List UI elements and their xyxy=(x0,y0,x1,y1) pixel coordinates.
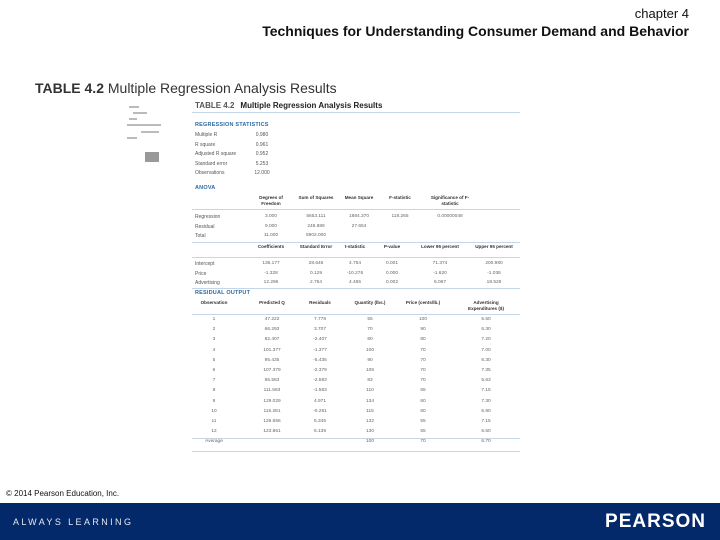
anova-heading: ANOVA xyxy=(195,185,216,191)
residual-cell: -2.407 xyxy=(313,337,327,343)
anova-cell: 0.00000048 xyxy=(437,214,463,219)
coef-col-header: Upper 95 percent xyxy=(475,244,513,249)
residual-cell: 55 xyxy=(420,429,426,435)
residual-cell: -0.281 xyxy=(313,408,327,414)
coef-cell: -1.620 xyxy=(433,270,447,276)
residual-cell: 130 xyxy=(365,429,374,435)
coef-cell: 71.374 xyxy=(432,261,448,266)
residual-col-header: Observation xyxy=(200,300,228,305)
residual-cell: 70 xyxy=(420,378,426,384)
chapter-label: chapter 4 xyxy=(634,6,689,21)
anova-col-header: Degrees of Freedom xyxy=(259,195,283,206)
anova-row-label: Residual xyxy=(195,223,215,230)
caption-text: Multiple Regression Analysis Results xyxy=(103,80,337,96)
divider xyxy=(192,314,520,315)
residual-cell: 123.861 xyxy=(263,429,281,435)
stat-label: Standard error xyxy=(195,160,228,167)
coef-row-label: Price xyxy=(195,270,207,277)
residual-cell: 7.20 xyxy=(481,337,491,343)
residual-cell: 7.15 xyxy=(481,388,491,394)
regression-statistics-heading: REGRESSION STATISTICS xyxy=(195,122,269,128)
residual-cell: -5.435 xyxy=(313,357,327,363)
residual-cell: 100 xyxy=(365,347,374,353)
coef-col-header: t-statistic xyxy=(344,244,366,249)
residual-cell: 85.583 xyxy=(264,378,280,384)
footer-tagline: ALWAYS LEARNING xyxy=(13,517,134,527)
doc-table-number: TABLE 4.2 xyxy=(195,101,235,110)
stat-label: Observations xyxy=(195,170,225,176)
table-caption xyxy=(35,80,337,96)
anova-row-label: Total xyxy=(195,233,206,239)
residual-cell: 115 xyxy=(366,408,374,414)
observation-number: 9 xyxy=(212,398,216,404)
residual-cell: 7.15 xyxy=(481,419,491,424)
anova-cell: 5902.000 xyxy=(305,233,326,238)
residual-cell: 134 xyxy=(365,398,374,404)
residual-cell: -2.379 xyxy=(313,368,327,373)
coef-cell: 2.754 xyxy=(309,280,322,285)
anova-cell: 248.889 xyxy=(307,223,325,229)
anova-cell: 9.000 xyxy=(264,223,277,229)
stat-value: 0.952 xyxy=(255,151,269,157)
coef-cell: 18.526 xyxy=(486,280,502,285)
residual-cell: 47.222 xyxy=(264,317,280,322)
residual-col-header: Quantity (lbs.) xyxy=(354,300,386,305)
stat-value: 5.253 xyxy=(255,160,269,167)
residual-cell: 126.655 xyxy=(263,419,281,424)
coef-cell: 28.646 xyxy=(308,261,324,266)
residual-cell: 3.707 xyxy=(313,327,326,333)
observation-number: 10 xyxy=(211,408,217,414)
residual-cell: 5.345 xyxy=(313,419,326,424)
divider xyxy=(192,242,520,243)
residual-cell: 6.139 xyxy=(313,429,326,435)
residual-cell: 70 xyxy=(420,368,426,373)
anova-cell: 1884.370 xyxy=(348,214,369,219)
divider xyxy=(192,288,520,289)
residual-cell: 80 xyxy=(420,337,426,343)
residual-cell: 66.293 xyxy=(264,327,280,333)
coef-cell: 12.296 xyxy=(263,280,279,285)
residual-cell: 6.70 xyxy=(481,439,491,445)
residual-cell: 60 xyxy=(420,398,426,404)
residual-cell: 7.30 xyxy=(481,398,491,404)
coef-cell: 136.177 xyxy=(262,261,280,266)
anova-row-label: Regression xyxy=(195,214,221,220)
divider xyxy=(192,257,520,258)
observation-number: 4 xyxy=(212,347,216,353)
residual-cell: 90 xyxy=(420,327,426,333)
coef-col-header: Lower 95 percent xyxy=(421,244,459,249)
divider xyxy=(192,209,520,210)
residual-cell: 6.30 xyxy=(481,357,491,363)
observation-number: 1 xyxy=(212,317,216,322)
anova-cell: 5653.111 xyxy=(306,214,326,219)
copyright: © 2014 Pearson Education, Inc. xyxy=(6,489,120,498)
coef-col-header: P-value xyxy=(383,244,401,249)
coef-cell: 4.465 xyxy=(348,280,361,285)
doc-table-title: Multiple Regression Analysis Results xyxy=(240,101,383,110)
stat-value: 0.961 xyxy=(255,141,269,148)
residual-cell: 82.407 xyxy=(264,337,280,343)
residual-col-header: Advertising Expenditures ($) xyxy=(468,300,504,311)
doc-title xyxy=(195,101,382,110)
residual-cell: 7.35 xyxy=(481,368,491,373)
observation-number: 7 xyxy=(212,378,216,384)
residual-cell: 7.00 xyxy=(481,347,491,353)
residual-cell: 101.377 xyxy=(263,347,281,353)
slide-title: Techniques for Understanding Consumer Demand and Behavior xyxy=(262,23,689,39)
pearson-logo: PEARSON xyxy=(605,511,706,532)
anova-col-header: Sum of Squares xyxy=(298,195,334,200)
residual-cell: 70 xyxy=(420,347,426,353)
footer-bar xyxy=(0,503,720,540)
residual-cell: -1.377 xyxy=(313,347,327,353)
residual-cell: -1.583 xyxy=(313,388,327,394)
divider xyxy=(192,451,520,452)
stat-label: Adjusted R square xyxy=(195,151,237,157)
anova-col-header: Significance of F-statistic xyxy=(430,195,470,206)
residual-cell: 95.435 xyxy=(264,357,280,363)
residual-cell: 70 xyxy=(420,439,426,445)
divider xyxy=(192,112,520,113)
residual-cell: 100 xyxy=(365,439,374,445)
observation-number: 3 xyxy=(212,337,216,343)
residual-cell: 5.50 xyxy=(481,317,491,322)
residual-cell: 6.30 xyxy=(481,327,491,333)
residual-cell: 5.63 xyxy=(481,378,491,384)
anova-cell: 118.265 xyxy=(391,214,409,219)
coef-cell: 0.000 xyxy=(385,270,398,276)
residual-cell: 6.90 xyxy=(481,408,491,414)
coef-cell: 0.001 xyxy=(385,261,398,266)
stat-label: Multiple R xyxy=(195,132,218,138)
caption-label: TABLE 4.2 xyxy=(35,80,104,96)
residual-cell: 132 xyxy=(365,419,374,424)
residual-cell: 110 xyxy=(366,388,374,394)
coef-cell: 0.002 xyxy=(385,280,398,285)
coef-cell: 4.754 xyxy=(348,261,361,266)
observation-number: 11 xyxy=(211,419,217,424)
residual-cell: 129.029 xyxy=(263,398,281,404)
residual-cell: 111.583 xyxy=(263,388,281,394)
residual-col-header: Price (cents/lb.) xyxy=(405,300,441,305)
coef-row-label: Advertising xyxy=(195,280,220,286)
residual-cell: 55 xyxy=(420,419,426,424)
anova-col-header: F-statistic xyxy=(389,195,411,200)
residual-cell: 115.281 xyxy=(263,408,281,414)
residual-cell: 100 xyxy=(418,317,427,322)
anova-cell: 11.000 xyxy=(263,233,279,238)
residual-cell: 90 xyxy=(367,357,373,363)
scan-artifact xyxy=(115,100,175,180)
coef-cell: -10.276 xyxy=(346,270,364,276)
coef-col-header: Standard Error xyxy=(299,244,333,249)
anova-cell: 3.000 xyxy=(264,214,277,219)
anova-cell: 27.654 xyxy=(351,223,367,229)
observation-number: 5 xyxy=(212,357,216,363)
residual-cell: 55 xyxy=(367,317,373,322)
table-document xyxy=(192,98,522,455)
residual-cell: 107.379 xyxy=(263,368,281,373)
residual-cell: 80 xyxy=(367,337,373,343)
observation-number: 12 xyxy=(211,429,217,435)
observation-number: 2 xyxy=(212,327,216,333)
residual-cell: 7.778 xyxy=(313,317,326,322)
stat-value: 12.000 xyxy=(254,170,270,176)
residual-cell: 4.971 xyxy=(313,398,326,404)
residual-cell: 70 xyxy=(367,327,373,333)
residual-output-heading: RESIDUAL OUTPUT xyxy=(195,290,251,296)
residual-col-header: Residuals xyxy=(309,300,331,305)
residual-cell: 6.50 xyxy=(481,429,491,435)
residual-cell: 70 xyxy=(420,357,426,363)
coef-cell: 0.129 xyxy=(309,270,322,276)
coef-cell: -1.328 xyxy=(264,270,278,276)
observation-number: Average xyxy=(205,439,223,445)
residual-col-header: Predicted Q xyxy=(259,300,285,305)
coef-row-label: Intercept xyxy=(195,261,215,267)
observation-number: 8 xyxy=(212,388,216,394)
observation-number: 6 xyxy=(212,368,216,373)
stat-value: 0.980 xyxy=(255,132,269,138)
coef-cell: -1.036 xyxy=(487,270,501,276)
residual-cell: 105 xyxy=(365,368,374,373)
coef-col-header: Coefficients xyxy=(257,244,285,249)
coef-cell: 200.980 xyxy=(485,261,503,266)
coef-cell: 6.067 xyxy=(433,280,446,285)
stat-label: R square xyxy=(195,141,216,148)
residual-cell: 65 xyxy=(420,388,426,394)
anova-col-header: Mean Square xyxy=(344,195,374,200)
residual-cell: -2.583 xyxy=(313,378,327,384)
residual-cell: 60 xyxy=(420,408,426,414)
residual-cell: 83 xyxy=(367,378,373,384)
